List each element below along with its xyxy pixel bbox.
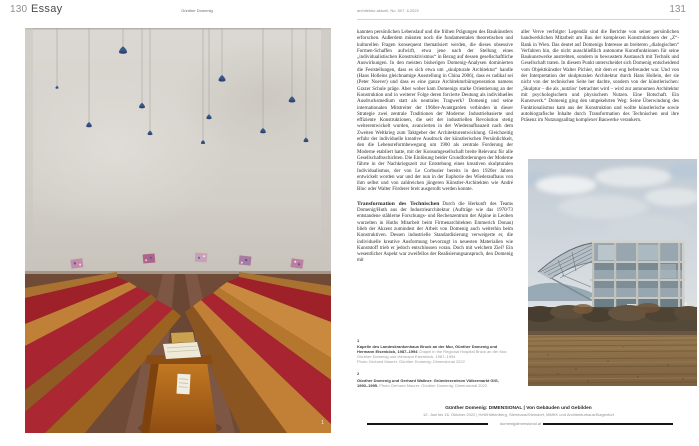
essay-paragraph: kannten persönlichen Lebenslauf und die frühen Prägungen des Baukünstlers erforschen. Außerdem müssten noch die fundamentalen theoretischen und kulturellen Fragen konsequent thematisiert werden, die dieses obsessive Formen-Schaffen aufwirft, etwa jene nach der Stellung eines „individualistischen Konstruktivismus“ in Bezug auf dessen gesellschaftliche Auswirkungen. In den meisten bisherigen Domenig-Analysen dominierten die Feststellungen, dass es sich etwa um „skulpturale Architektur“ handle (Hans Holleins gleichnamige Ausstellung in China 2006), dass es radikal sei (Peter Noever) und dass es eine ganze Architekturbürogeneration namens Grazer Schule präge. Aber woher kam Domenigs starke Orientierung an der Konstruktion und in weiterer Folge deren forcierte Deutung als individuelles Ausdrucksmedium statt als neutrales Tragwerk? Domenig und seine internationalen Mitstreiter der 1960er-Avantgarden verbinden in dieser Strategie zwei zentrale Traditionen der Moderne: Industriebasierte und effiziente Konstruktionen, die seit der industriellen Revolution stetig weiterentwickelt wurden, avancierten in der Wiederaufbauzeit nach dem Zweiten Weltkrieg zum Taktgeber der Architekturentwicklung. Gleichzeitig erfuhr der individuelle kreative Ausdruck der künstlerischen Persönlichkeit, den die Lebensreformbewegung um 1900 als zentrale Forderung der Moderne etabliert hatte, mit der Konsumgesellschaft breite Relevanz für alle Gesellschaftsschichten. Die Einlösung beider Grundforderungen der Moderne führte in der Nachkriegszeit zur Entstehung eines kreativen skulpturalen Individualismus, der von Le Corbusier bereits in den 1920er Jahren entwickelt worden war und der nun in der Euphorie des Wiederaufbaus von ihm selbst und von zahlreichen jüngeren Künstler-Architekten wie André Bloc oder Walter Förderer breit ausgerollt werden konnte. — [357, 30, 513, 193]
header-rule — [357, 19, 680, 20]
essay-paragraph-text: Durch die Herkunft des Teams Domenig/Huth aus der Industriearchitektur (Aufträge wie das 1970/73 entstandene stählerne Forschungs- und Rechenzentrum der Alpine in Leoben wurzelten in Huths Mitarbeit beim Firmenarchitekten Emmerich Donau) blieb der Akzent zumindest der Arbeit von Domenig auch weiterhin beim Konstruktiven. Dessen industrielle Standardisierung verweigerte er, die individuelle kreative Ausformung bevorzugt in neuesten Materialien wie Kunststoff trieb er jedoch entschlossen voran. Doch mit welchem Ziel? Ein wesentlicher Aspekt war zweifellos der Realisierungsanspruch, den Domenig mit — [357, 201, 513, 264]
caption-1-title-de: Kapelle des Landeskrankenhaus Bruck an der Mur, Günther Domenig und Hermann Eisenköck, 1987–1994 — [357, 344, 498, 355]
field — [528, 331, 697, 386]
right-page-number: 131 — [669, 4, 686, 15]
figure-chapel-photo — [25, 28, 331, 433]
exhibition-footer — [357, 406, 680, 429]
caption-1-title-en: Chapel in the Regional Hospital Bruck an der Mur, Günther Domenig und Hermann Eisenköck, 1987–1994 — [357, 349, 508, 360]
runin-heading: Transformation des Technischen — [357, 200, 440, 207]
exhibition-title: Günther Domenig: DIMENSIONAL | Von Gebäuden und Gebilden — [445, 406, 592, 411]
caption-1 — [357, 338, 509, 364]
footer-rule-row — [357, 421, 680, 429]
caption-1-credit: Photo Gerhard Maurer, Günther Domenig: Dimensional 2022 — [357, 359, 465, 365]
essay-column-1 — [357, 30, 513, 265]
running-author: Günther Domenig — [181, 8, 213, 13]
footer-bar-left — [367, 423, 488, 425]
caption-2-title-de: Günther Domenig und Gerhard Wallner: Gründerzentrum Völkermarkt GIG, 1993–1995. — [357, 377, 499, 388]
caption-2 — [357, 371, 509, 387]
exhibition-dates-venues: 12. Juni bis 16. Oktober 2022 | Heft/Hüttenberg, Steinhaus/Steindorf, MMKK und Architekturhaus/Klagenfurt — [423, 412, 614, 417]
building-photo-illustration — [528, 159, 697, 386]
chapel-photo-illustration — [25, 28, 331, 433]
essay-paragraph: aller Verve verfolgte: Legendär sind die Berichte von seiner persönlichen handwerklichen Mitarbeit am Bau der komplexen Konstruktionen der „Z“-Bank in Wien. Das deutet auf Domenigs Interesse an breiteren „dialogischen“ Verfahren hin, die nicht ausschließlich autonome Kunstfunktionen für seine Baukunstwerke anstrebten, sondern in bewusstem Austausch mit Technik und Gesellschaft traten. In diesem Punkt unterscheidet sich Domenig entscheidend vom Objektkünstler Walter Pichler, mit dem er eng befreundet war. Und von der Interpretation der skulpturalen Architektur durch Hans Hollein, der sie nicht von der technischen Seite her dachte, sondern von der künstlerischen: „Skulptur – die als ‚nutzlos‘ betrachtet wird – wird zur autonomen Architektur mit psychologischem und physischem Nutzen. Eine Botschaft. Ein Kunstwerk.“ Domenig ging den umgekehrten Weg: Seine Überwindung des Funktionalismus kam aus der Konstruktion und wollte künstlerische sowie autobiografische Inhalte durch Transformation des Technischen und ihre Präsenz im Nutzungsalltag komplexer Bauwerke verankern. — [521, 30, 679, 124]
essay-column-2 — [521, 30, 679, 124]
footer-bar-right — [543, 423, 673, 425]
journal-issue-label: architektur.aktuell, No. 507, 6.2022 — [357, 8, 419, 13]
figure-building-photo — [528, 159, 697, 386]
caption-2-number: 2 — [357, 371, 360, 377]
caption-2-credit: Photo Gerhard Maurer, Günther Domenig: Dimensional 2022 — [378, 382, 488, 388]
section-title: Essay — [31, 2, 63, 15]
building-structure — [590, 241, 685, 316]
exhibition-url: domenigdimensional.at — [499, 420, 542, 426]
essay-paragraph-with-heading — [357, 201, 513, 265]
left-page-number: 130 — [10, 4, 28, 15]
caption-1-number: 1 — [357, 338, 360, 343]
caption-block — [357, 338, 509, 395]
figure1-marker: 1 — [321, 420, 324, 426]
